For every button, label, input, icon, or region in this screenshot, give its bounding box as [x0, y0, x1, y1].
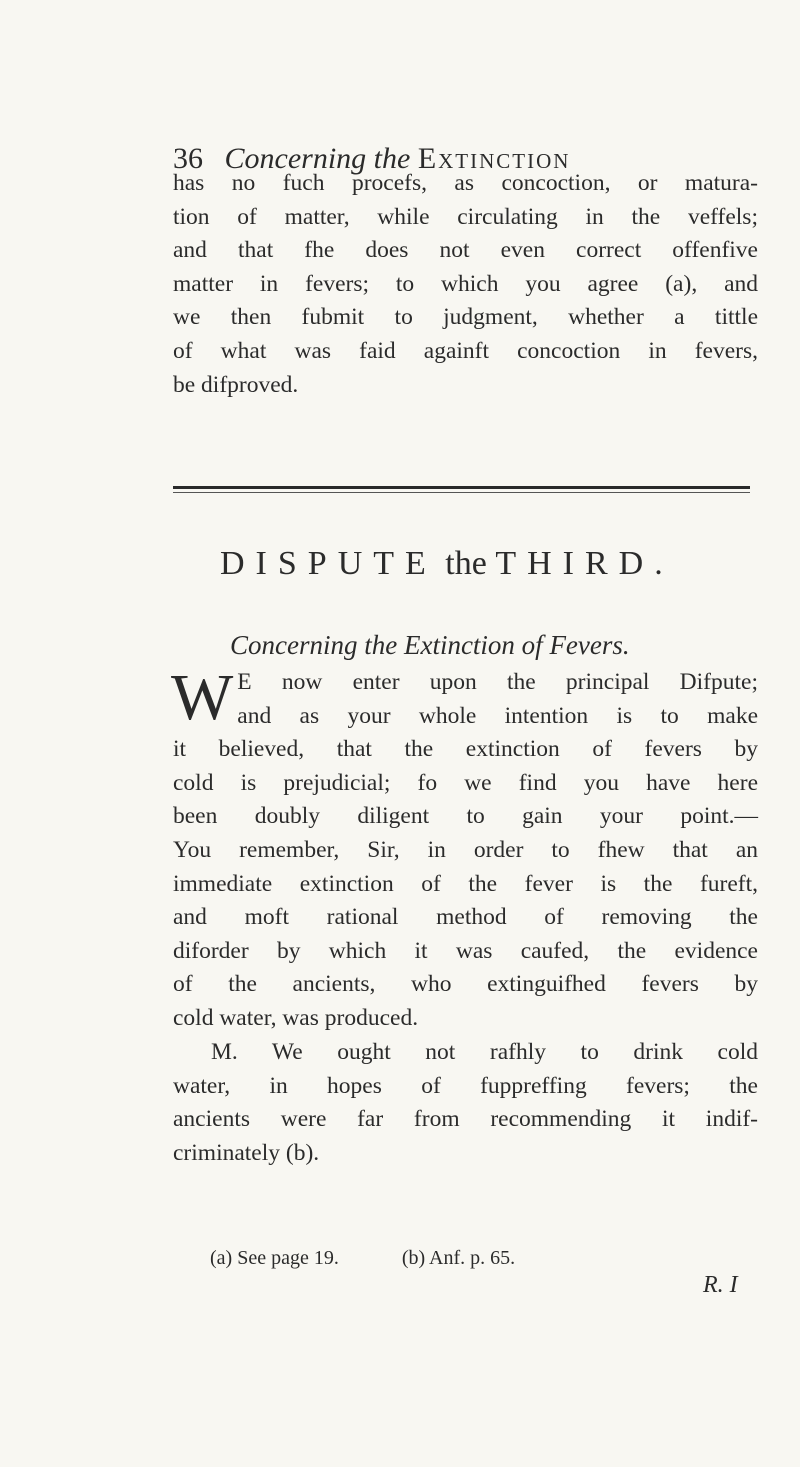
- text-line: of the ancients, who extinguifhed fevers by: [173, 971, 758, 998]
- section-divider-thick: [173, 486, 750, 489]
- page-number: 36: [173, 142, 203, 175]
- catchword-text: R. I: [703, 1272, 738, 1298]
- text-line: and as your whole intention is to make: [237, 702, 758, 729]
- drop-cap: W: [171, 661, 234, 734]
- text-line: has no fuch procefs, as concoction, or matura-: [173, 170, 758, 196]
- text-line: and that fhe does not even correct offenfive: [173, 237, 758, 264]
- text-line: water, in hopes of fuppreffing fevers; the: [173, 1072, 758, 1099]
- text-line: criminately (b).: [173, 1139, 320, 1166]
- header-title-italic: Concerning the: [224, 142, 411, 175]
- footnotes: [210, 1247, 515, 1270]
- section-divider-thin: [173, 492, 750, 493]
- text-line: cold water, was produced.: [173, 1004, 419, 1031]
- footnote-a: (a) See page 19.: [210, 1247, 339, 1269]
- text-line: it believed, that the extinction of fevers by: [173, 736, 758, 763]
- text-line: M. We ought not rafhly to drink cold: [211, 1039, 758, 1065]
- text-line: matter in fevers; to which you agree (a), and: [173, 270, 758, 297]
- text-line: of what was faid againft concoction in fevers,: [173, 337, 758, 364]
- text-line: been doubly diligent to gain your point.—: [173, 803, 758, 830]
- text-line: tion of matter, while circulating in the veffels;: [173, 203, 758, 230]
- top-paragraph: [173, 167, 758, 402]
- main-paragraph: [171, 661, 758, 1036]
- dispute-the: the: [445, 545, 487, 582]
- header-title-caps: Extinction: [417, 142, 571, 175]
- text-line: You remember, Sir, in order to fhew that an: [173, 836, 758, 863]
- dispute-heading: [220, 545, 674, 583]
- text-line: E now enter upon the principal Difpute;: [237, 669, 758, 695]
- text-line: and moft rational method of removing the: [173, 904, 758, 931]
- text-line: diforder by which it was caufed, the evidence: [173, 937, 758, 964]
- text-line: cold is prejudicial; fo we find you have here: [173, 769, 758, 796]
- text-line: ancients were far from recommending it indif-: [173, 1106, 758, 1133]
- footnote-b: (b) Anf. p. 65.: [401, 1247, 516, 1269]
- catchword: [703, 1272, 738, 1299]
- m-paragraph: [173, 1036, 758, 1170]
- dispute-word: DISPUTE: [220, 545, 437, 582]
- text-line: immediate extinction of the fever is the fureft,: [173, 870, 758, 897]
- text-line: be difproved.: [173, 371, 299, 398]
- dispute-third: THIRD.: [495, 545, 674, 582]
- dispute-subtitle: Concerning the Extinction of Fevers.: [230, 630, 630, 660]
- text-line: we then fubmit to judgment, whether a tittle: [173, 304, 758, 331]
